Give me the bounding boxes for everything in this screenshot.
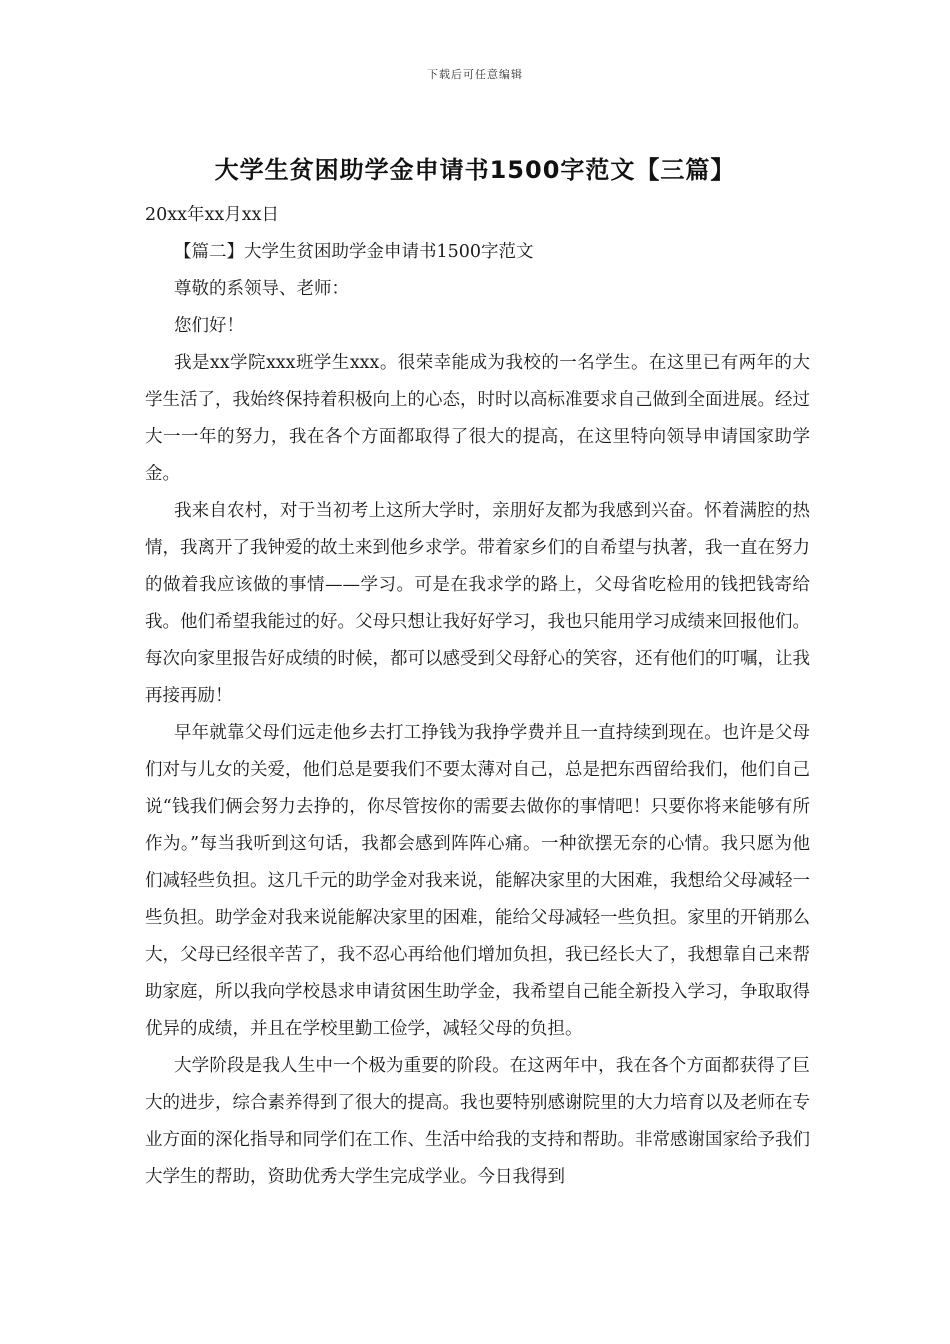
- document-title: 大学生贫困助学金申请书1500字范文【三篇】: [214, 156, 736, 184]
- paragraph: 我是xx学院xxx班学生xxx。很荣幸能成为我校的一名学生。在这里已有两年的大学生活了，我始终保持着积极向上的心态，时时以高标准要求自己做到全面进展。经过大一一年的努力，我在各个方面都取得了很大的提高，在这里特向领导申请国家助学金。: [145, 353, 810, 484]
- salutation: 尊敬的系领导、老师：: [174, 279, 349, 299]
- paragraph: 大学阶段是我人生中一个极为重要的阶段。在这两年中，我在各个方面都获得了巨大的进步，综合素养得到了很大的提高。我也要特别感谢院里的大力培育以及老师在专业方面的深化指导和同学们在工作、生活中给我的支持和帮助。非常感谢国家给予我们大学生的帮助，资助优秀大学生完成学业。今日我得到: [145, 1056, 810, 1187]
- paragraph: 我来自农村，对于当初考上这所大学时，亲朋好友都为我感到兴奋。怀着满腔的热情，我离开了我钟爱的故土来到他乡求学。带着家乡们的自希望与执著，我一直在努力的做着我应该做的事情——学习。可是在我求学的路上，父母省吃检用的钱把钱寄给我。他们希望我能过的好。父母只想让我好好学习，我也只能用学习成绩来回报他们。每次向家里报告好成绩的时候，都可以感受到父母舒心的笑容，还有他们的叮嘱，让我再接再励！: [145, 501, 810, 706]
- section-heading: 【篇二】大学生贫困助学金申请书1500字范文: [174, 242, 534, 262]
- header-note: 下载后可任意编辑: [427, 68, 523, 81]
- date-line: 20xx年xx月xx日: [145, 205, 279, 225]
- greeting: 您们好！: [174, 316, 244, 336]
- document-body: [145, 197, 810, 1196]
- paragraph: 早年就靠父母们远走他乡去打工挣钱为我挣学费并且一直持续到现在。也许是父母们对与儿女的关爱，他们总是要我们不要太薄对自己，总是把东西留给我们，他们自己说“钱我们俩会努力去挣的，你尽管按你的需要去做你的事情吧！只要你将来能够有所作为。”每当我听到这句话，我都会感到阵阵心痛。一种欲摆无奈的心情。我只愿为他们减轻些负担。这几千元的助学金对我来说，能解决家里的大困难，我想给父母减轻一些负担。助学金对我来说能解决家里的困难，能给父母减轻一些负担。家里的开销那么大，父母已经很辛苦了，我不忍心再给他们增加负担，我已经长大了，我想靠自己来帮助家庭，所以我向学校恳求申请贫困生助学金，我希望自己能全新投入学习，争取取得优异的成绩，并且在学校里勤工俭学，减轻父母的负担。: [145, 723, 810, 1039]
